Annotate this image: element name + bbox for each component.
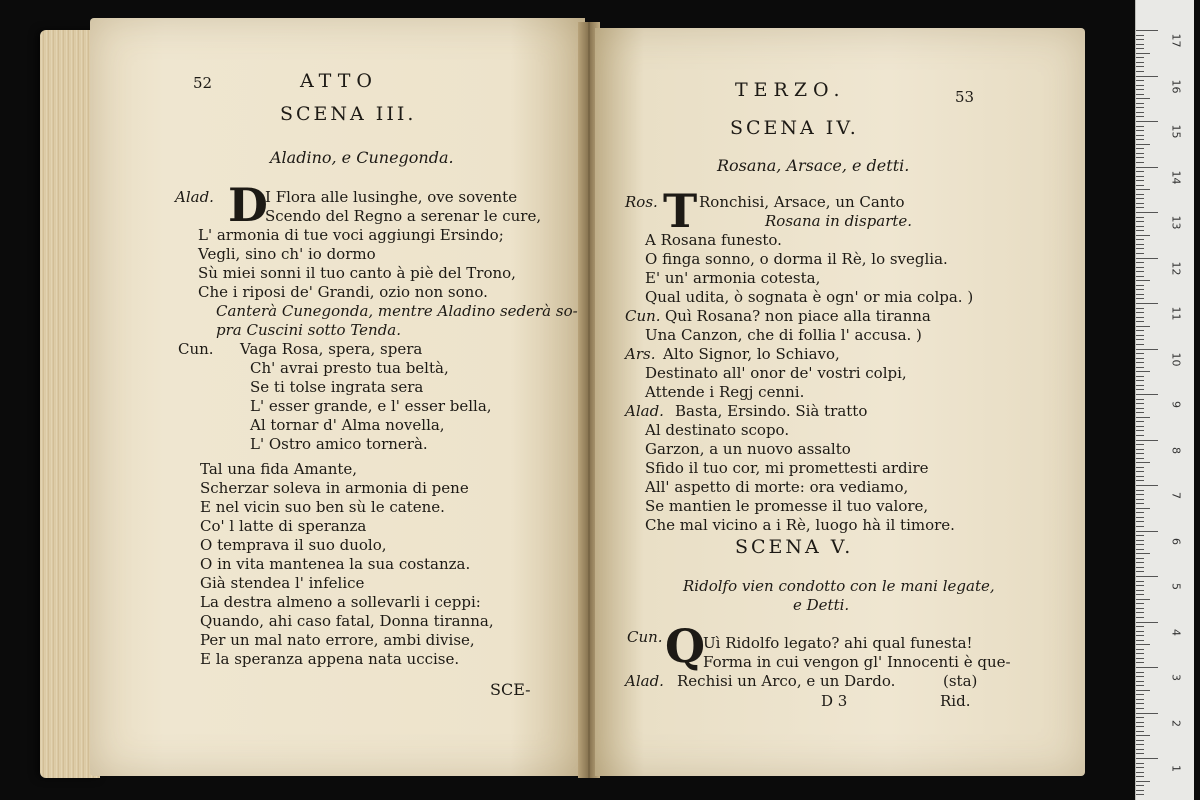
ruler-tick: [1136, 526, 1144, 527]
ruler-tick: [1136, 130, 1144, 131]
ruler-tick: [1136, 126, 1144, 127]
ruler-tick: [1136, 312, 1144, 313]
left-page: [90, 18, 585, 776]
ruler-tick: [1136, 230, 1144, 231]
text-line: Se mantien le promesse il tuo valore,: [645, 497, 929, 515]
ruler-tick: [1136, 644, 1150, 645]
ruler-tick: [1136, 458, 1144, 459]
ruler-tick: [1136, 285, 1144, 286]
ruler-tick: [1136, 171, 1144, 172]
ruler-tick: [1136, 326, 1150, 327]
text-line: Basta, Ersindo. Sià tratto: [675, 402, 868, 420]
text-line: Una Canzon, che di follia l' accusa. ): [645, 326, 922, 344]
ruler-number: 7: [1169, 492, 1183, 499]
ruler-tick: [1136, 744, 1144, 745]
speaker-alad: Alad.: [625, 672, 664, 690]
stage-direction: Canterà Cunegonda, mentre Aladino sederà so-: [216, 302, 578, 320]
ruler-tick: [1136, 435, 1144, 436]
ruler-tick: [1136, 167, 1158, 168]
ruler-tick: [1136, 776, 1144, 777]
ruler-tick: [1136, 80, 1144, 81]
ruler-tick: [1136, 412, 1144, 413]
ruler-tick: [1136, 535, 1144, 536]
ruler-tick: [1136, 71, 1144, 72]
speaker-ros: Ros.: [625, 193, 658, 211]
text-line: Rechisi un Arco, e un Dardo.: [677, 672, 896, 690]
ruler-tick: [1136, 640, 1144, 641]
ruler-tick: [1136, 494, 1144, 495]
ruler-tick: [1136, 408, 1144, 409]
aria-line: L' esser grande, e l' esser bella,: [250, 397, 492, 415]
ruler-tick: [1136, 362, 1144, 363]
left-catchword: SCE-: [490, 680, 531, 699]
text-line: L' armonia di tue voci aggiungi Ersindo;: [198, 226, 504, 244]
ruler-tick: [1136, 603, 1144, 604]
ruler-tick: [1136, 303, 1158, 304]
speaker-cun: Cun.: [627, 628, 663, 646]
text-line: Qual udita, ò sognata è ogn' or mia colpa. ): [645, 288, 974, 306]
text-line: Sù miei sonni il tuo canto à piè del Trono,: [198, 264, 516, 282]
left-page-number: 52: [193, 74, 213, 92]
ruler-tick: [1136, 726, 1144, 727]
text-line: A Rosana funesto.: [645, 231, 782, 249]
ruler-tick: [1136, 48, 1144, 49]
ruler-tick: [1136, 685, 1144, 686]
ruler-tick: [1136, 239, 1144, 240]
ruler-tick: [1136, 217, 1144, 218]
ruler-tick: [1136, 735, 1150, 736]
ruler-tick: [1136, 107, 1144, 108]
ruler-tick: [1136, 262, 1144, 263]
ruler-tick: [1136, 194, 1144, 195]
ruler-tick: [1136, 740, 1144, 741]
text-line: Quando, ahi caso fatal, Donna tiranna,: [200, 612, 494, 630]
ruler-number: 10: [1169, 352, 1183, 366]
text-line: Co' l latte di speranza: [200, 517, 367, 535]
speaker-alad: Alad.: [625, 402, 664, 420]
ruler-tick: [1136, 358, 1144, 359]
ruler-tick: [1136, 57, 1144, 58]
ruler-tick: [1136, 653, 1144, 654]
ruler-number: 9: [1169, 401, 1183, 408]
measuring-ruler: [1135, 0, 1194, 800]
ruler-tick: [1136, 148, 1144, 149]
aria-line: Se ti tolse ingrata sera: [250, 378, 424, 396]
ruler-number: 6: [1169, 537, 1183, 545]
ruler-tick: [1136, 749, 1144, 750]
ruler-tick: [1136, 713, 1158, 714]
ruler-tick: [1136, 440, 1158, 441]
speaker-cun: Cun.: [178, 340, 214, 358]
ruler-tick: [1136, 30, 1158, 31]
text-line: Scherzar soleva in armonia di pene: [200, 479, 469, 497]
ruler-tick: [1136, 722, 1144, 723]
ruler-tick: [1136, 85, 1144, 86]
ruler-tick: [1136, 344, 1144, 345]
aria-line: Vaga Rosa, spera, spera: [240, 340, 423, 358]
ruler-tick: [1136, 317, 1144, 318]
ruler-tick: [1136, 512, 1144, 513]
ruler-tick: [1136, 53, 1150, 54]
ruler-tick: [1136, 203, 1144, 204]
ruler-tick: [1136, 144, 1150, 145]
ruler-tick: [1136, 207, 1144, 208]
ruler-tick: [1136, 135, 1144, 136]
text-line: Destinato all' onor de' vostri colpi,: [645, 364, 907, 382]
signature-mark: D 3: [821, 692, 848, 710]
aria-line: Al tornar d' Alma novella,: [250, 416, 445, 434]
dropcap-t: T: [663, 184, 698, 238]
ruler-tick: [1136, 308, 1144, 309]
ruler-tick: [1136, 153, 1144, 154]
text-line: Ronchisi, Arsace, un Canto: [699, 193, 905, 211]
ruler-tick: [1136, 271, 1144, 272]
aria-line: Ch' avrai presto tua beltà,: [250, 359, 449, 377]
text-line: Uì Ridolfo legato? ahi qual funesta!: [703, 634, 973, 652]
left-running-head: ATTO: [300, 70, 378, 92]
ruler-tick: [1136, 212, 1158, 213]
aria-line: L' Ostro amico tornerà.: [250, 435, 428, 453]
text-line: La destra almeno a sollevarli i ceppi:: [200, 593, 481, 611]
text-line: Che i riposi de' Grandi, ozio non sono.: [198, 283, 488, 301]
ruler-tick: [1136, 76, 1158, 77]
ruler-number: 1: [1169, 765, 1183, 772]
ruler-tick: [1136, 590, 1144, 591]
ruler-tick: [1136, 294, 1144, 295]
ruler-tick: [1136, 248, 1144, 249]
ruler-tick: [1136, 485, 1158, 486]
ruler-tick: [1136, 399, 1144, 400]
ruler-number: 8: [1169, 446, 1183, 454]
ruler-tick: [1136, 549, 1144, 550]
ruler-tick: [1136, 567, 1144, 568]
stage-direction: e Detti.: [793, 596, 850, 614]
ruler-tick: [1136, 403, 1144, 404]
ruler-number: 13: [1169, 215, 1183, 230]
ruler-tick: [1136, 558, 1144, 559]
ruler-tick: [1136, 449, 1144, 450]
ruler-tick: [1136, 599, 1150, 600]
ruler-tick: [1136, 380, 1144, 381]
ruler-tick: [1136, 794, 1144, 795]
ruler-number: 17: [1169, 33, 1183, 48]
ruler-tick: [1136, 430, 1144, 431]
ruler-tick: [1136, 462, 1150, 463]
text-line: E la speranza appena nata uccise.: [200, 650, 460, 668]
ruler-tick: [1136, 699, 1144, 700]
dropcap-q: Q: [665, 619, 706, 673]
ruler-tick: [1136, 98, 1150, 99]
ruler-tick: [1136, 244, 1144, 245]
ruler-tick: [1136, 612, 1144, 613]
ruler-tick: [1136, 298, 1144, 299]
ruler-number: 16: [1169, 79, 1183, 93]
text-line: Per un mal nato errore, ambi divise,: [200, 631, 475, 649]
speaker-cun: Cun.: [625, 307, 661, 325]
ruler-tick: [1136, 622, 1158, 623]
aside: Rosana in disparte.: [765, 212, 913, 230]
ruler-tick: [1136, 517, 1144, 518]
ruler-tick: [1136, 694, 1144, 695]
ruler-tick: [1136, 658, 1144, 659]
ruler-tick: [1136, 571, 1144, 572]
ruler-tick: [1136, 157, 1144, 158]
text-line: Attende i Regj cenni.: [645, 383, 805, 401]
ruler-tick: [1136, 562, 1144, 563]
text-line: Forma in cui vengon gl' Innocenti è que-: [703, 653, 1011, 671]
ruler-tick: [1136, 176, 1144, 177]
ruler-tick: [1136, 731, 1144, 732]
ruler-tick: [1136, 339, 1144, 340]
ruler-tick: [1136, 39, 1144, 40]
ruler-number: 2: [1169, 719, 1183, 727]
ruler-tick: [1136, 585, 1144, 586]
text-line: Già stendea l' infelice: [200, 574, 365, 592]
ruler-tick: [1136, 649, 1144, 650]
ruler-tick: [1136, 480, 1144, 481]
right-page: [595, 28, 1085, 776]
ruler-number: 15: [1169, 124, 1183, 139]
ruler-tick: [1136, 89, 1144, 90]
ruler-tick: [1136, 672, 1144, 673]
ruler-tick: [1136, 767, 1144, 768]
ruler-tick: [1136, 781, 1150, 782]
text-line: E nel vicin suo ben sù le catene.: [200, 498, 445, 516]
left-characters: Aladino, e Cunegonda.: [270, 148, 454, 167]
ruler-tick: [1136, 112, 1144, 113]
ruler-tick: [1136, 421, 1144, 422]
ruler-tick: [1136, 708, 1144, 709]
ruler-tick: [1136, 221, 1144, 222]
ruler-tick: [1136, 35, 1144, 36]
text-line: Garzon, a un nuovo assalto: [645, 440, 851, 458]
ruler-tick: [1136, 121, 1158, 122]
ruler-tick: [1136, 139, 1144, 140]
speaker-ars: Ars.: [625, 345, 656, 363]
ruler-number: 12: [1169, 261, 1183, 275]
text-line: E' un' armonia cotesta,: [645, 269, 821, 287]
ruler-tick: [1136, 389, 1144, 390]
ruler-tick: [1136, 690, 1150, 691]
ruler-tick: [1136, 785, 1144, 786]
stage-direction: Ridolfo vien condotto con le mani legate,: [683, 577, 995, 595]
ruler-tick: [1136, 635, 1144, 636]
right-characters: Rosana, Arsace, e detti.: [717, 156, 910, 175]
ruler-tick: [1136, 499, 1144, 500]
text-line: Quì Rosana? non piace alla tiranna: [665, 307, 931, 325]
ruler-number: 5: [1169, 583, 1183, 590]
ruler-number: 11: [1169, 306, 1183, 321]
ruler-tick: [1136, 790, 1144, 791]
ruler-tick: [1136, 66, 1144, 67]
ruler-tick: [1136, 531, 1158, 532]
ruler-tick: [1136, 289, 1144, 290]
text-line: Vegli, sino ch' io dormo: [198, 245, 376, 263]
ruler-tick: [1136, 521, 1144, 522]
ruler-tick: [1136, 426, 1144, 427]
ruler-tick: [1136, 335, 1144, 336]
text-line: Che mal vicino a i Rè, luogo hà il timore.: [645, 516, 955, 534]
ruler-tick: [1136, 753, 1144, 754]
ruler-tick: [1136, 667, 1158, 668]
ruler-tick: [1136, 330, 1144, 331]
ruler-tick: [1136, 185, 1144, 186]
ruler-tick: [1136, 349, 1158, 350]
text-line: Sfido il tuo cor, mi promettesti ardire: [645, 459, 929, 477]
ruler-number: 14: [1169, 170, 1183, 184]
ruler-tick: [1136, 267, 1144, 268]
ruler-tick: [1136, 503, 1144, 504]
ruler-tick: [1136, 758, 1158, 759]
ruler-tick: [1136, 453, 1144, 454]
text-line: O temprava il suo duolo,: [200, 536, 387, 554]
right-scene-title-2: SCENA V.: [735, 536, 854, 558]
ruler-tick: [1136, 626, 1144, 627]
ruler-tick: [1136, 544, 1144, 545]
ruler-tick: [1136, 662, 1144, 663]
ruler-tick: [1136, 772, 1144, 773]
ruler-tick: [1136, 162, 1144, 163]
ruler-tick: [1136, 763, 1144, 764]
right-scene-title: SCENA IV.: [730, 117, 859, 139]
ruler-tick: [1136, 376, 1144, 377]
ruler-tick: [1136, 253, 1144, 254]
ruler-tick: [1136, 594, 1144, 595]
text-line: Alto Signor, lo Schiavo,: [663, 345, 840, 363]
ruler-tick: [1136, 116, 1144, 117]
text-line: All' aspetto di morte: ora vediamo,: [645, 478, 909, 496]
ruler-tick: [1136, 703, 1144, 704]
ruler-number: 4: [1169, 628, 1183, 636]
ruler-tick: [1136, 631, 1144, 632]
ruler-tick: [1136, 617, 1144, 618]
ruler-tick: [1136, 385, 1144, 386]
ruler-tick: [1136, 540, 1144, 541]
text-line: Scendo del Regno a serenar le cure,: [265, 207, 542, 225]
ruler-tick: [1136, 508, 1150, 509]
ruler-tick: [1136, 476, 1144, 477]
ruler-tick: [1136, 367, 1144, 368]
ruler-tick: [1136, 226, 1144, 227]
right-catchword: Rid.: [940, 692, 971, 710]
ruler-tick: [1136, 681, 1144, 682]
ruler-tick: [1136, 717, 1144, 718]
stage-direction: pra Cuscini sotto Tenda.: [216, 321, 402, 339]
ruler-tick: [1136, 94, 1144, 95]
ruler-tick: [1136, 676, 1144, 677]
ruler-tick: [1136, 608, 1144, 609]
ruler-tick: [1136, 353, 1144, 354]
ruler-tick: [1136, 467, 1144, 468]
ruler-number: 3: [1169, 674, 1183, 681]
ruler-tick: [1136, 276, 1144, 277]
text-line: Al destinato scopo.: [645, 421, 790, 439]
ruler-tick: [1136, 235, 1150, 236]
ruler-tick: [1136, 44, 1144, 45]
text-line: O in vita mantenea la sua costanza.: [200, 555, 471, 573]
text-line: O finga sonno, o dorma il Rè, lo sveglia.: [645, 250, 948, 268]
text-line: (sta): [943, 672, 978, 690]
right-page-number: 53: [955, 88, 975, 106]
ruler-tick: [1136, 280, 1150, 281]
right-running-head: TERZO.: [735, 79, 846, 101]
ruler-tick: [1136, 198, 1144, 199]
speaker-alad: Alad.: [175, 188, 214, 206]
ruler-tick: [1136, 394, 1158, 395]
ruler-tick: [1136, 371, 1150, 372]
ruler-tick: [1136, 321, 1144, 322]
ruler-tick: [1136, 62, 1144, 63]
ruler-tick: [1136, 417, 1150, 418]
ruler-tick: [1136, 576, 1158, 577]
ruler-tick: [1136, 471, 1144, 472]
ruler-tick: [1136, 444, 1144, 445]
text-line: Tal una fida Amante,: [200, 460, 358, 478]
ruler-tick: [1136, 180, 1144, 181]
ruler-tick: [1136, 490, 1144, 491]
ruler-tick: [1136, 189, 1150, 190]
ruler-tick: [1136, 103, 1144, 104]
left-scene-title: SCENA III.: [280, 103, 417, 125]
dropcap-d: D: [228, 178, 268, 232]
ruler-tick: [1136, 553, 1150, 554]
text-line: I Flora alle lusinghe, ove sovente: [265, 188, 518, 206]
ruler-tick: [1136, 258, 1158, 259]
ruler-tick: [1136, 581, 1144, 582]
